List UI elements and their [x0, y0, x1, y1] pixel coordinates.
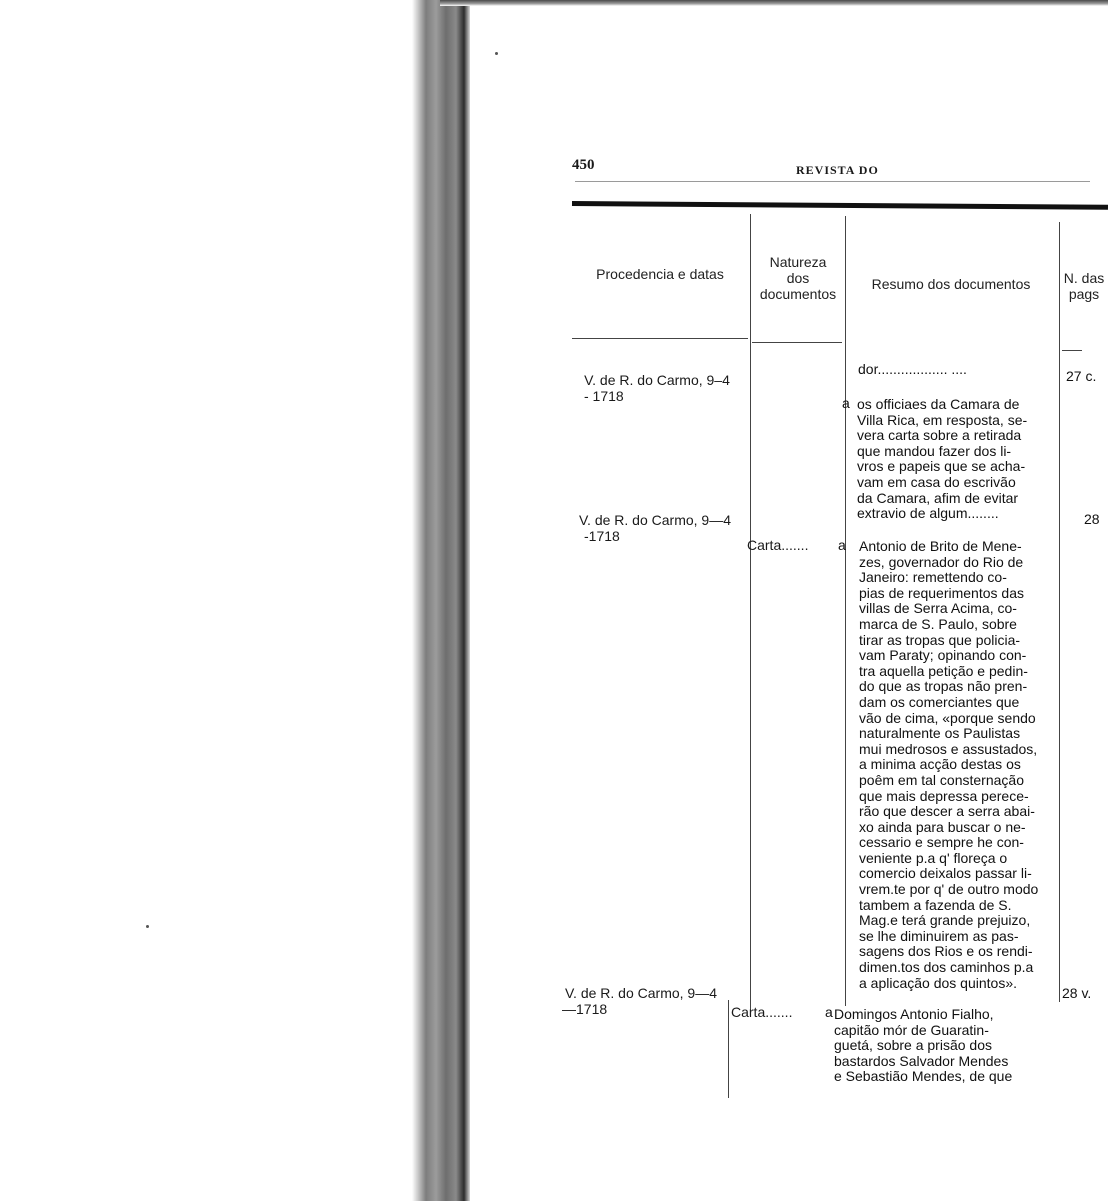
header-natureza [752, 254, 844, 302]
procedencia-line: -1718 [584, 528, 620, 544]
row-pags: 28 v. [1062, 985, 1092, 1001]
procedencia-line: V. de R. do Carmo, 9—4 [578, 512, 731, 528]
header-natureza-line: documentos [759, 286, 837, 302]
speck [495, 52, 498, 55]
row-resumo: dor.................. .... [858, 361, 967, 377]
row-natureza: Carta....... [731, 1004, 793, 1020]
row-procedencia [548, 985, 734, 1017]
header-pags-line: N. das [1063, 270, 1105, 286]
column-divider [845, 216, 846, 1006]
row-resumo: Antonio de Brito de Mene- zes, governador do Rio de Janeiro: remettendo co- pias de requerimentos das villas de Serra Acima, co- marca de S. Paulo, sobre tirar as tropas que policia- vam Paraty; opinando con- tra aquella petição e pedin- do que as tropas não pren- dam os comerciantes que vão de cima, «porque sendo naturalmente os Paulistas mui medrosos e assustados, a minima acção destas os poêm em tal consternação que mais depressa perece- rão que descer a serra abai- xo ainda para buscar o ne- cessario e sempre he con- veniente p.a q' floreça o comercio deixalos passar li- vrem.te por q' de outro modo tambem a fazenda de S. Mag.e terá grande prejuizo, se lhe diminuirem as pas- sagens dos Rios e os rendi- dimen.tos dos caminhos p.a a aplicação dos quintos». [859, 538, 1039, 991]
header-bottom-rule [752, 342, 842, 343]
book-spine-shadow [412, 0, 470, 1201]
running-head: REVISTA DO [796, 163, 879, 177]
header-natureza-line: dos [786, 270, 810, 286]
procedencia-line: V. de R. do Carmo, 9—4 [564, 985, 717, 1001]
procedencia-line: - 1718 [584, 388, 624, 404]
header-pags-line: pags [1068, 286, 1100, 302]
procedencia-line: —1718 [562, 1001, 608, 1017]
row-recipient-prefix: a [838, 537, 846, 553]
page-top-edge [440, 0, 1108, 6]
page-number: 450 [572, 157, 595, 173]
header-procedencia: Procedencia e datas [596, 266, 724, 282]
row-procedencia [562, 372, 752, 404]
header-bottom-rule [1062, 350, 1082, 351]
procedencia-line: V. de R. do Carmo, 9–4 [584, 372, 730, 388]
row-resumo: Domingos Antonio Fialho, capitão mór de Guaratin- guetá, sobre a prisão dos bastardos Salvador Mendes e Sebastião Mendes, de que [834, 1006, 1013, 1085]
row-procedencia [560, 512, 750, 544]
header-bottom-rule [572, 338, 748, 339]
column-divider [1059, 222, 1060, 1002]
row-natureza: Carta....... [747, 537, 809, 553]
row-pags: 27 c. [1066, 368, 1097, 384]
row-resumo: os officiaes da Camara de Villa Rica, em resposta, se- vera carta sobre a retirada que mandou fazer dos li- vros e papeis que se acha- vam em casa do escrivão da Camara, afim de evitar extravio de algum........ [857, 396, 1028, 522]
header-pags [1060, 270, 1108, 302]
header-natureza-line: Natureza [769, 254, 827, 270]
header-hairline [575, 181, 1090, 182]
column-divider [750, 214, 751, 1014]
speck [146, 925, 149, 928]
row-recipient-prefix: a [825, 1004, 833, 1020]
table-top-rule [572, 201, 1108, 210]
row-recipient-prefix: a [842, 395, 850, 411]
header-resumo: Resumo dos documentos [871, 276, 1031, 292]
row-pags: 28 [1084, 511, 1100, 527]
